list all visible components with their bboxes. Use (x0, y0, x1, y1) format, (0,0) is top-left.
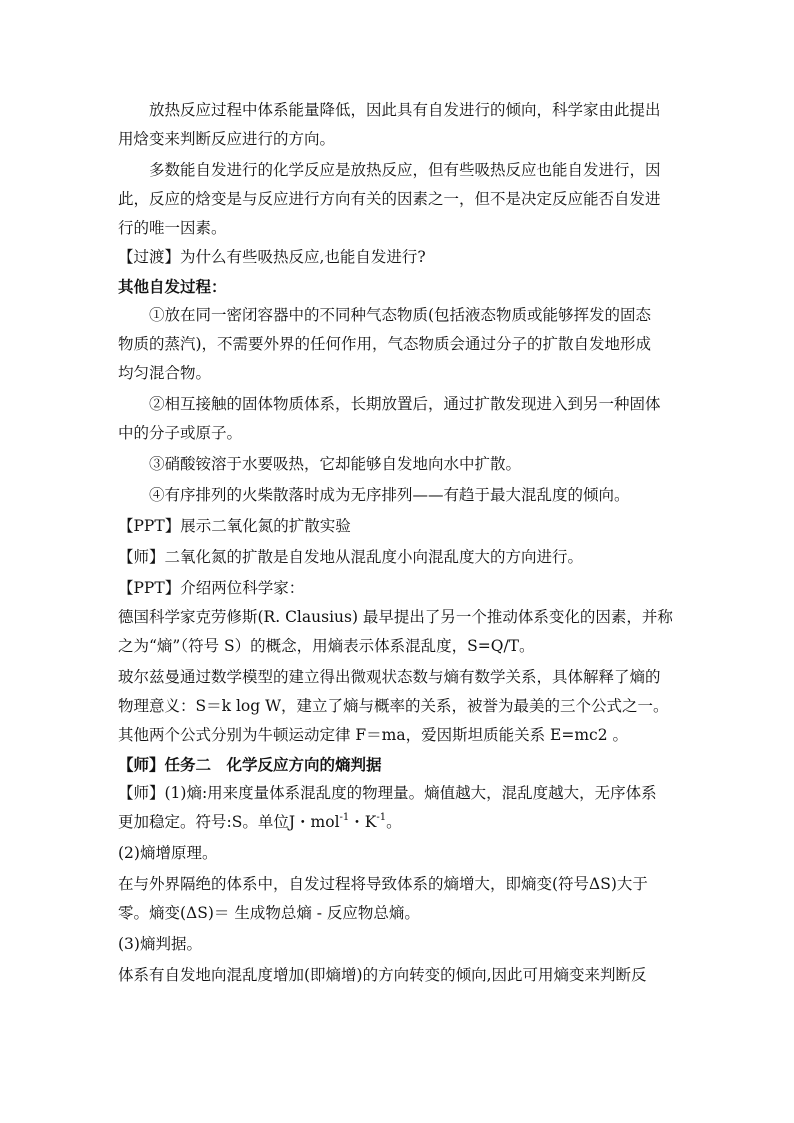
unit-superscript: -1 (376, 812, 387, 823)
list-item-1-cont: 物质的蒸汽)，不需要外界的任何作用，气态物质会通过分子的扩散自发地形成 (118, 335, 652, 353)
clausius-paragraph: 德国科学家克劳修斯(R. Clausius) 最早提出了另一个推动体系变化的因素，并称 (118, 608, 673, 626)
list-item-2: ②相互接触的固体物质体系，长期放置后，通过扩散发现进入到另一种固体 (149, 395, 661, 413)
paragraph-line: 放热反应过程中体系能量降低，因此具有自发进行的倾向，科学家由此提出 (149, 101, 661, 119)
boltzmann-paragraph: 其他两个公式分别为牛顿运动定律 F＝ma，爱因斯坦质能关系 E=mc2 。 (118, 726, 629, 744)
unit-superscript: -1 (339, 812, 350, 823)
other-processes-heading: 其他自发过程： (118, 277, 227, 296)
unit-text: 。 (386, 813, 402, 831)
transition-line: 【过渡】为什么有些吸热反应,也能自发进行? (118, 248, 426, 266)
paragraph-line: 用焓变来判断反应进行的方向。 (118, 130, 336, 148)
paragraph-line: 行的唯一因素。 (118, 219, 227, 237)
entropy-principle-text: 在与外界隔绝的体系中，自发过程将导致体系的熵增大，即熵变(符号ΔS)大于 (118, 875, 648, 893)
list-item-4: ④有序排列的火柴散落时成为无序排列——有趋于最大混乱度的倾向。 (149, 486, 630, 504)
document-body (118, 96, 678, 990)
list-item-1: ①放在同一密闭容器中的不同种气态物质(包括液态物质或能够挥发的固态 (149, 306, 652, 324)
entropy-principle-text: 零。熵变(ΔS)＝ 生成物总熵 - 反应物总熵。 (118, 904, 420, 922)
clausius-paragraph: 之为“熵”（符号 S）的概念，用熵表示体系混乱度，S=Q/T。 (118, 637, 535, 655)
entropy-principle-heading: (2)熵增原理。 (118, 844, 218, 862)
entropy-criterion-text: 体系有自发地向混乱度增加(即熵增)的方向转变的倾向,因此可用熵变来判断反 (118, 966, 647, 984)
entropy-unit-line (118, 808, 678, 837)
boltzmann-paragraph: 玻尔兹曼通过数学模型的建立得出微观状态数与熵有数学关系，具体解释了熵的 (118, 668, 661, 686)
unit-text: 更加稳定。符号:S。单位J・mol (118, 813, 340, 831)
list-item-1-cont: 均匀混合物。 (118, 364, 212, 382)
paragraph-line: 此，反应的焓变是与反应进行方向有关的因素之一，但不是决定反应能否自发进 (118, 190, 661, 208)
ppt-note-2: 【PPT】介绍两位科学家： (118, 579, 305, 597)
unit-text: ・K (349, 813, 377, 831)
task-heading: 【师】任务二 化学反应方向的熵判据 (118, 755, 382, 774)
ppt-note-1: 【PPT】展示二氧化氮的扩散实验 (118, 517, 351, 535)
list-item-2-cont: 中的分子或原子。 (118, 424, 243, 442)
boltzmann-paragraph: 物理意义：S＝k log W，建立了熵与概率的关系，被誉为最美的三个公式之一。 (118, 697, 669, 715)
teacher-note-1: 【师】二氧化氮的扩散是自发地从混乱度小向混乱度大的方向进行。 (118, 548, 584, 566)
paragraph-line: 多数能自发进行的化学反应是放热反应，但有些吸热反应也能自发进行，因 (149, 161, 661, 179)
list-item-3: ③硝酸铵溶于水要吸热，它却能够自发地向水中扩散。 (149, 455, 522, 473)
entropy-criterion-heading: (3)熵判据。 (118, 935, 202, 953)
entropy-definition: 【师】(1)熵:用来度量体系混乱度的物理量。熵值越大，混乱度越大，无序体系 (118, 784, 657, 802)
